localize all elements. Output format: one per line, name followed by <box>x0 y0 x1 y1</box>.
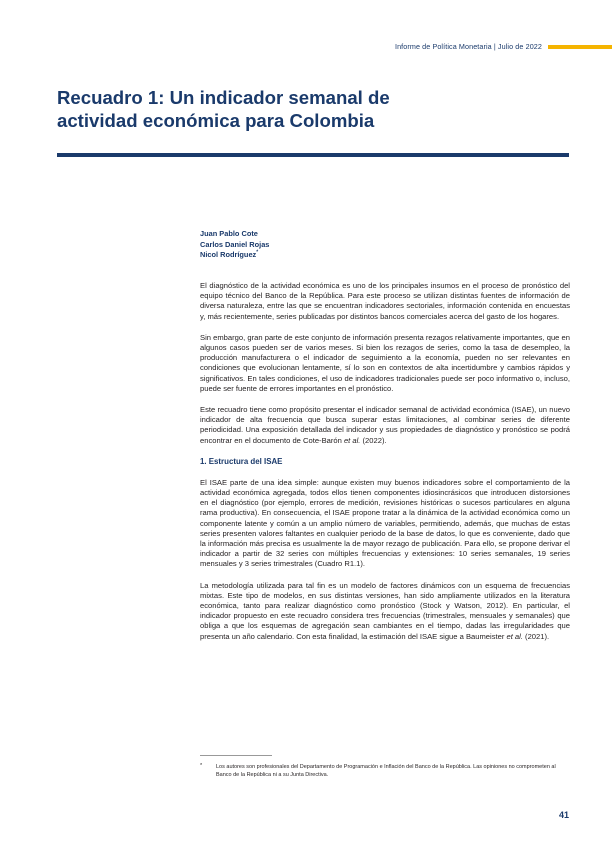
box-title <box>57 86 477 132</box>
running-header: Informe de Política Monetaria | Julio de 2022 <box>394 42 542 51</box>
footnote-separator <box>200 755 272 756</box>
body-text <box>200 281 570 653</box>
title-rule <box>57 153 569 157</box>
paragraph-4: El ISAE parte de una idea simple: aunque existen muy buenos indicadores sobre el comportamiento de la actividad económica agregada, todos ellos tienen componentes idiosincrásicos que introducen distorsiones en el diagnóstico (por ejemplo, errores de medición, revisiones históricas o sucesos particulares en alguna rama productiva). En consecuencia, el ISAE propone tratar a la dinámica de la actividad económica como un componente latente y común a un amplio número de variables, permitiendo, además, que muchas de estas series presenten valores faltantes en cualquier periodo de la base de datos, lo que es conveniente, dado que la información más precisa es usualmente la de mayor rezago de publicación. Para ello, se propone derivar el indicador a partir de 32 series con múltiples frecuencias y extensiones: 10 series semanales, 19 series mensuales y 3 series trimestrales (Cuadro R1.1). <box>200 477 570 569</box>
title-line-2: actividad económica para Colombia <box>57 110 375 131</box>
author-name: Juan Pablo Cote <box>200 229 258 238</box>
page-number: 41 <box>559 810 570 820</box>
footnote-mark: * <box>200 763 203 769</box>
header-accent-bar <box>548 45 612 49</box>
paragraph-1: El diagnóstico de la actividad económica es uno de los principales insumos en el proceso de pronóstico del equipo técnico del Banco de la República. Para este proceso se utilizan distintas fuentes de información de diversa naturaleza, entre las que se encuentran indicadores sectoriales, información contenida en encuestas y, más recientemente, series publicadas por distintos bancos comerciales acerca del gasto de los hogares. <box>200 281 570 321</box>
paragraph-2: Sin embargo, gran parte de este conjunto de información presenta rezagos relativamente importantes, que en algunos casos pueden ser de varios meses. Si bien los rezagos de series, como la tasa de desempleo, la producción manufacturera o el indicador de seguimiento a la economía, pueden no ser relevantes en condiciones que evolucionan lentamente, sí lo son en contextos de alta incertidumbre y cambios rápidos y significativos. En tales condiciones, el uso de indicadores tradicionales puede ser poco informativo o, incluso, puede ser fuente de errores importantes en el pronóstico. <box>200 332 570 393</box>
title-line-1: Recuadro 1: Un indicador semanal de <box>57 87 390 108</box>
footnote-text: Los autores son profesionales del Departamento de Programación e Inflación del Banco de la República. Las opiniones no comprometen al Banco de la República ni a su Junta Directiva. <box>216 764 556 779</box>
paragraph-3: Este recuadro tiene como propósito presentar el indicador semanal de actividad económica (ISAE), un nuevo indicador de alta frecuencia que busca superar estas limitaciones, al combinar series de diferente periodicidad. Una exposición detallada del indicador y sus propiedades de diagnóstico y pronóstico se podrá encontrar en el documento de Cote-Barón et al. (2022). <box>200 405 570 445</box>
paragraph-5: La metodología utilizada para tal fin es un modelo de factores dinámicos con un esquema de frecuencias mixtas. Este tipo de modelos, en sus distintas versiones, han sido ampliamente utilizados en la literatura económica, tanto para realizar diagnóstico como pronóstico (Stock y Watson, 2012). En particular, el indicador propuesto en este recuadro considera tres frecuencias (trimestrales, mensuales y semanales) que obliga a que los esquemas de agregación sean cambiantes en el tiempo, dadas las irregularidades que presenta un año calendario. Con esta finalidad, la estimación del ISAE sigue a Baumeister et al. (2021). <box>200 580 570 641</box>
author-list <box>200 229 269 261</box>
author-name: Nicol Rodríguez* <box>200 249 259 259</box>
footnote-reference: * <box>256 249 259 256</box>
footnote <box>200 763 572 779</box>
section-heading: 1. Estructura del ISAE <box>200 456 283 466</box>
author-name: Carlos Daniel Rojas <box>200 239 270 249</box>
